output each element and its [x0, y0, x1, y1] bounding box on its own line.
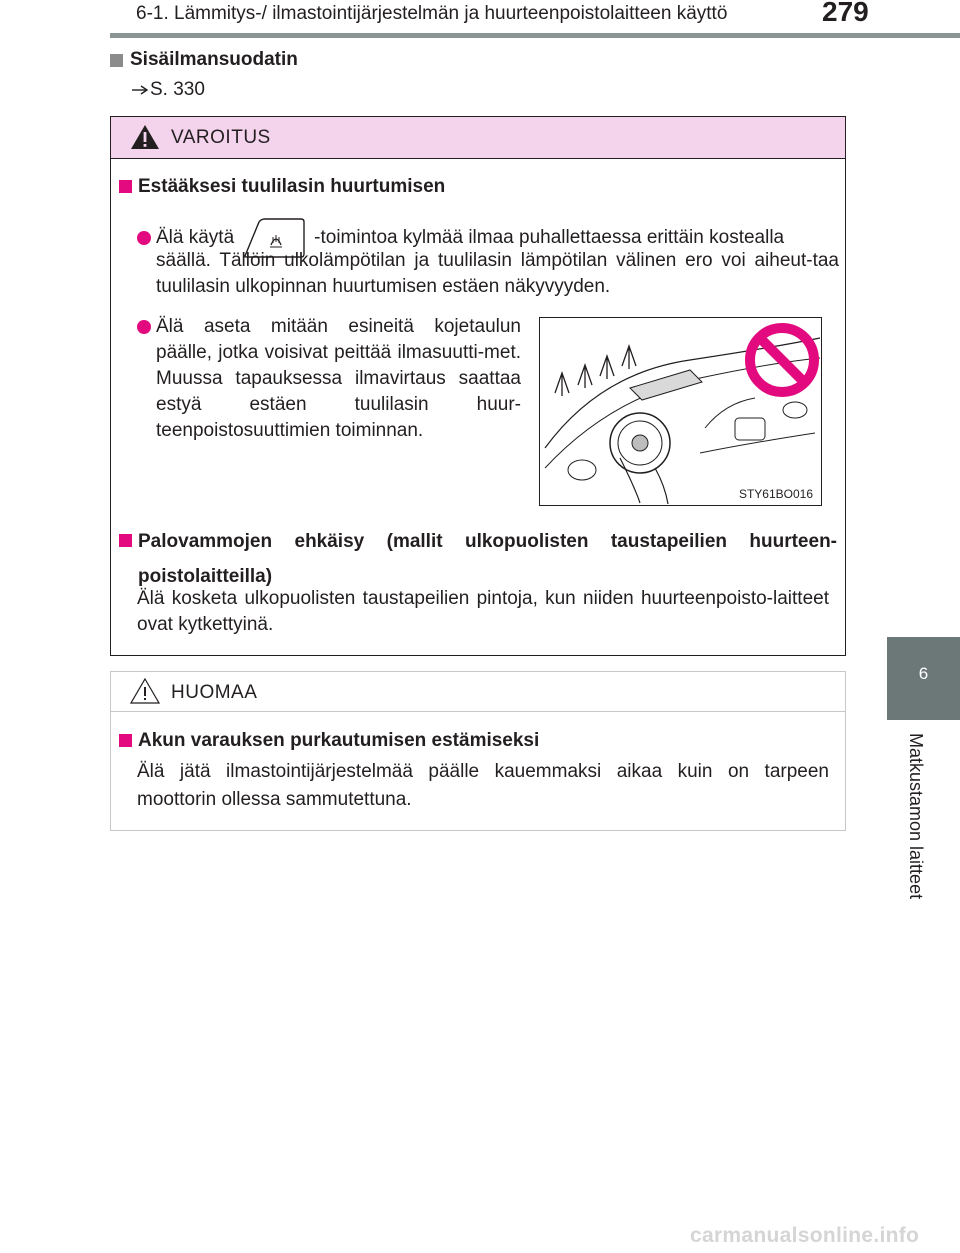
warning-item1-heading — [119, 176, 445, 198]
chapter-number: 6 — [918, 664, 929, 683]
warning-item1-text-before: Älä käytä — [156, 227, 235, 248]
watermark: carmanualsonline.info — [690, 1224, 920, 1247]
dashboard-illustration — [539, 317, 822, 506]
warning-box — [110, 116, 846, 656]
pink-square-bullet-icon — [119, 734, 132, 747]
section-heading — [110, 49, 298, 71]
pink-dot-bullet-icon — [137, 320, 151, 334]
chapter-label: Matkustamon laitteet — [906, 733, 926, 900]
warning-item2-text: Älä aseta mitään esineitä kojetaulun päälle, jotka voisivat peittää ilmasuutti-met. Muussa tapauksessa ilmavirtaus saattaa estyä estäen tuulilasin huur-teenpoistosuuttimien toiminnan. — [156, 316, 521, 441]
warning-item1-text-rest: säällä. Tällöin ulkolämpötilan ja tuulilasin lämpötilan välinen ero voi aiheut-taa tuulilasin ulkopinnan huurtumisen estäen näkyvyyden. — [156, 250, 839, 297]
note-text: Älä jätä ilmastointijärjestelmää päälle kauemmaksi aikaa kuin on tarpeen moottorin ollessa sammutettuna. — [137, 761, 829, 810]
pink-square-bullet-icon — [119, 180, 132, 193]
header-divider — [110, 33, 960, 38]
page-reference[interactable] — [131, 79, 205, 101]
pink-square-bullet-icon — [119, 534, 132, 547]
dashboard-drawing — [540, 318, 823, 507]
warning-header — [111, 117, 845, 159]
note-heading-text: Akun varauksen purkautumisen estämiseksi — [138, 730, 540, 751]
note-label: HUOMAA — [171, 682, 258, 703]
illustration-code: STY61BO016 — [738, 487, 813, 501]
note-heading — [119, 730, 539, 752]
caution-triangle-icon — [130, 677, 160, 705]
page-reference-text: S. 330 — [150, 79, 205, 100]
warning-triangle-icon — [130, 123, 160, 151]
arrow-right-icon — [131, 83, 149, 97]
warning-label: VAROITUS — [171, 127, 271, 148]
note-header — [111, 672, 845, 712]
warning-item3-heading-text: Palovammojen ehkäisy (mallit ulkopuolisten taustapeilien huurteen-poistolaitteilla) — [138, 531, 837, 587]
page-number: 279 — [822, 0, 869, 27]
warning-item1-heading-text: Estääksesi tuulilasin huurtumisen — [138, 176, 446, 197]
note-box — [110, 671, 846, 831]
running-header-title: 6-1. Lämmitys-/ ilmastointijärjestelmän ja huurteenpoistolaitteen käyttö — [136, 3, 728, 24]
chapter-tab[interactable] — [887, 637, 960, 720]
warning-item1-text-after: -toimintoa kylmää ilmaa puhallettaessa erittäin kostealla — [314, 227, 785, 248]
warning-item3-text: Älä kosketa ulkopuolisten taustapeilien pintoja, kun niiden huurteenpoisto-laitteet ovat kytkettyinä. — [137, 588, 829, 635]
section-heading-text: Sisäilmansuodatin — [130, 49, 298, 70]
pink-dot-bullet-icon — [137, 231, 151, 245]
warning-item3-heading — [119, 530, 837, 594]
warning-item2 — [137, 314, 521, 444]
square-bullet-icon — [110, 54, 123, 67]
